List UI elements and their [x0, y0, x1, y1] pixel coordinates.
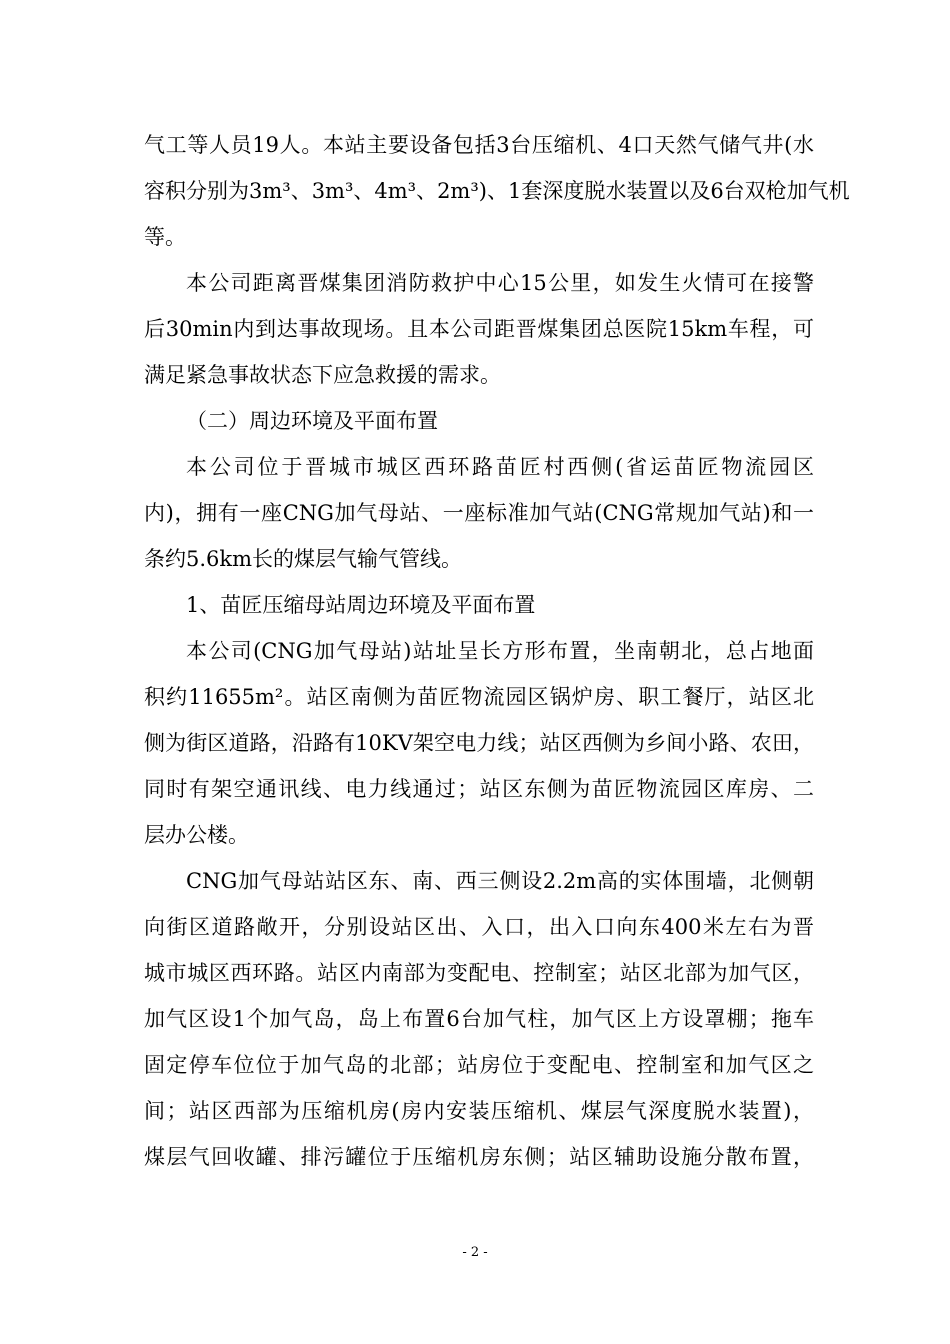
subsection-heading: 1、苗匠压缩母站周边环境及平面布置	[186, 593, 536, 617]
text-line: 固定停车位位于加气岛的北部；站房位于变配电、控制室和加气区之	[144, 1053, 814, 1077]
text-line: 条约5.6km长的煤层气输气管线。	[144, 547, 463, 571]
text-line: 气工等人员19人。本站主要设备包括3台压缩机、4口天然气储气井(水	[144, 133, 814, 157]
text-line: 本公司(CNG加气母站)站址呈长方形布置，坐南朝北，总占地面	[186, 639, 814, 663]
text-line: 内)，拥有一座CNG加气母站、一座标准加气站(CNG常规加气站)和一	[144, 501, 814, 525]
text-line: 等。	[144, 225, 186, 249]
text-line: 煤层气回收罐、排污罐位于压缩机房东侧；站区辅助设施分散布置，	[144, 1145, 814, 1169]
page-number: - 2 -	[462, 1245, 488, 1260]
section-heading: （二）周边环境及平面布置	[186, 409, 438, 433]
text-line: CNG加气母站站区东、南、西三侧设2.2m高的实体围墙，北侧朝	[186, 869, 814, 893]
text-line: 本公司位于晋城市城区西环路苗匠村西侧(省运苗匠物流园区	[186, 455, 814, 479]
text-line: 间；站区西部为压缩机房(房内安装压缩机、煤层气深度脱水装置)，	[144, 1099, 814, 1123]
text-line: 向街区道路敞开，分别设站区出、入口，出入口向东400米左右为晋	[144, 915, 814, 939]
text-line: 城市城区西环路。站区内南部为变配电、控制室；站区北部为加气区，	[144, 961, 814, 985]
text-line: 同时有架空通讯线、电力线通过；站区东侧为苗匠物流园区库房、二	[144, 777, 814, 801]
text-line: 积约11655m²。站区南侧为苗匠物流园区锅炉房、职工餐厅，站区北	[144, 685, 814, 709]
text-line: 容积分别为3m³、3m³、4m³、2m³)、1套深度脱水装置以及6台双枪加气机	[144, 179, 850, 203]
body-text	[144, 122, 850, 1180]
text-line: 加气区设1个加气岛，岛上布置6台加气柱，加气区上方设罩棚；拖车	[144, 1007, 814, 1031]
text-line: 侧为街区道路，沿路有10KV架空电力线；站区西侧为乡间小路、农田，	[144, 731, 814, 755]
text-line: 本公司距离晋煤集团消防救护中心15公里，如发生火情可在接警	[186, 271, 814, 295]
text-line: 后30min内到达事故现场。且本公司距晋煤集团总医院15km车程，可	[144, 317, 814, 341]
text-line: 层办公楼。	[144, 823, 249, 847]
text-line: 满足紧急事故状态下应急救援的需求。	[144, 363, 501, 387]
